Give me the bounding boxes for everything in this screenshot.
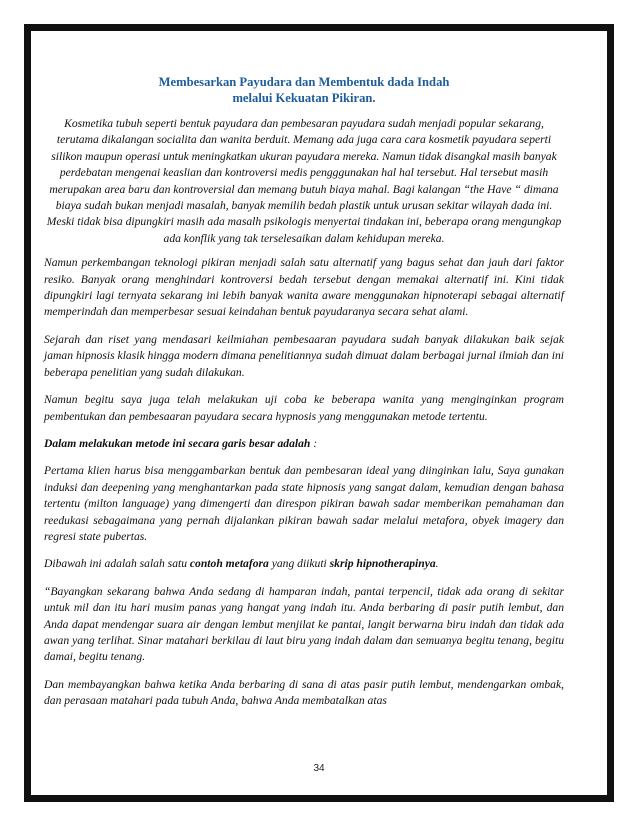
metaphor-intro-text-a: Dibawah ini adalah salah satu (44, 557, 190, 571)
paragraph-3: Namun begitu saya juga telah melakukan uji coba ke beberapa wanita yang menginginkan program pembentukan dan pembesaaran payudara secara hypnosis yang menggunakan metode tertentu. (44, 393, 564, 423)
title-line-1: Membesarkan Payudara dan Membentuk dada Indah (158, 75, 450, 89)
method-heading-colon: : (310, 436, 318, 450)
metaphor-intro-text-b: yang diikuti (268, 557, 330, 571)
document-body (44, 60, 564, 721)
method-heading (44, 436, 564, 452)
method-heading-label: Dalam melakukan metode ini secara garis besar adalah (44, 436, 311, 450)
document-title (44, 74, 564, 106)
paragraph-7: “Bayangkan sekarang bahwa Anda sedang di hamparan indah, pantai terpencil, tidak ada orang di sekitar untuk mil dan itu hari musim panas yang hangat yang indah itu. Anda berbaring di pasir putih lembut, dan Anda dapat mendengar suara air dengan lembut menjilat ke pantai, langit berwarna biru indah dan tidak ada awan yang terlihat. Sinar matahari berkilau di laut biru yang indah dalam dan semuanya begitu tenang, begitu damai, begitu tenang. (44, 584, 564, 664)
page-number: 34 (313, 763, 325, 774)
keyword-skrip: skrip hipnotherapinya (329, 557, 436, 571)
paragraph-1: Namun perkembangan teknologi pikiran menjadi salah satu alternatif yang bagus sehat dan jauh dari faktor resiko. Banyak orang menghindari kontroversi bedah tersebut dengan memakai alternatif ini. Kini tidak dipungkiri lagi ternyata sekarang ini lebih banyak wanita aware menggunakan hipnoterapi sebagai alternatif memperindah dan memperbesar sesuai keindahan bentuk payudaranya secara sehat alami. (44, 256, 564, 319)
paragraph-2: Sejarah dan riset yang mendasari keilmiahan pembesaaran payudara sudah banyak dilakukan baik sejak jaman hipnosis klasik hingga modern dimana penelitiannya sudah dimuat dalam berbagai jurnal ilmiah dan ini beberapa penelitian yang sudah dilakukan. (44, 332, 564, 379)
paragraph-5: Pertama klien harus bisa menggambarkan bentuk dan pembesaran ideal yang diinginkan lalu, Saya gunakan induksi dan deepening yang menghantarkan pada state hipnosis yang sangat dalam, kemudian dengan bahasa tertentu (milton language) yang dimengerti dan direspon pikiran bawah sadar memberikan pemahaman dan reedukasi sebagaimana yang pernah dijalankan pikiran bawah sadar melalui metafora, obyek imagery dan regresi state pubertas. (44, 464, 564, 543)
metaphor-intro (44, 556, 564, 572)
keyword-contoh-metafora: contoh metafora (189, 557, 269, 571)
intro-paragraph: Kosmetika tubuh seperti bentuk payudara dan pembesaran payudara sudah menjadi popular sekarang, terutama dikalangan socialita dan wanita berduit. Memang ada juga cara cara kosmetik payudara seperti silikon maupun operasi untuk meningkatkan ukuran payudara mereka. Namun tidak disangkal masih banyak perdebatan mengenai keaslian dan kontroversi medis pengggunakan hal hal tersebut. Hal tersebut masih merupakan area baru dan kontroversial dan memang butuh biaya mahal. Bagi kalangan “the Have “ dimana biaya sudah bukan menjadi masalah, banyak memilih bedah plastik untuk urusan sekitar wilayah dada ini. Meski tidak bisa dipungkiri masih ada masalh psikologis menyertai tindakan ini, beberapa orang mengungkap ada konflik yang tak terselesaikan dalam kehidupan mereka. (46, 117, 562, 245)
paragraph-8: Dan membayangkan bahwa ketika Anda berbaring di sana di atas pasir putih lembut, mendengarkan ombak, dan perasaan matahari pada tubuh Anda, bahwa Anda membatalkan atas (44, 677, 564, 708)
title-line-2: melalui Kekuatan Pikiran. (232, 91, 376, 105)
metaphor-intro-text-c: . (435, 557, 439, 571)
